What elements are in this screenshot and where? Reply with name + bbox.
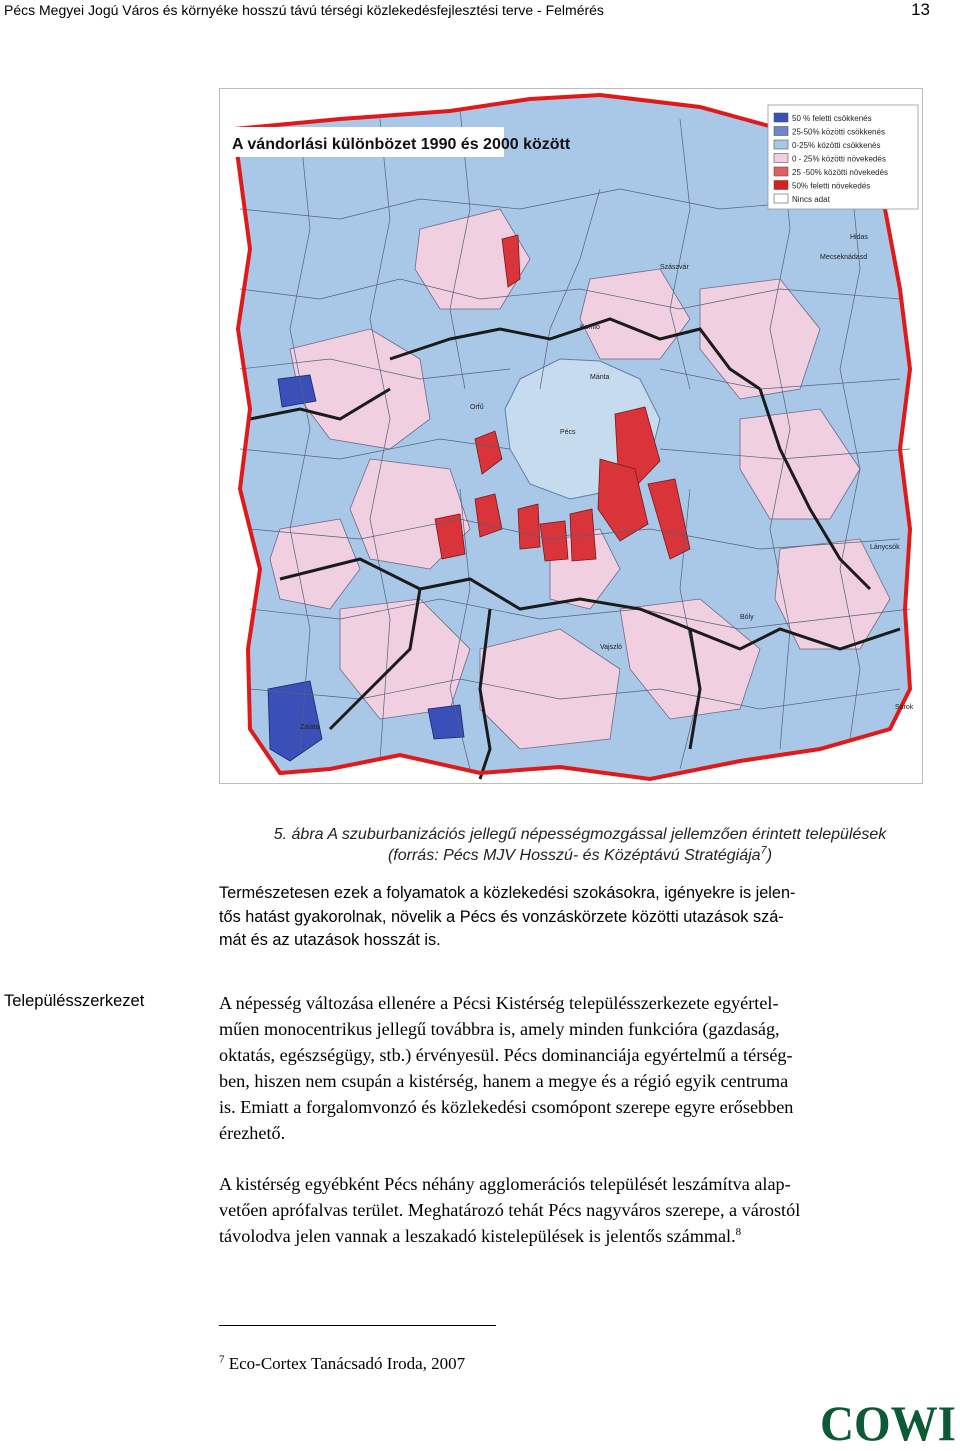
paragraph-3 — [219, 1171, 922, 1249]
paragraph-line: tős hatást gyakorolnak, növelik a Pécs és vonzáskörzete közötti utazások szá- — [219, 907, 784, 926]
legend-swatch — [774, 127, 788, 136]
paragraph-line: is. Emiatt a forgalomvonzó és közlekedési csomópont szerepe egyre erősebben — [219, 1097, 794, 1117]
paragraph-line: műen monocentrikus jellegű továbbra is, amely minden funkcióra (gazdaság, — [219, 1019, 780, 1039]
place-label: Sárok — [895, 704, 914, 711]
page-header — [0, 0, 960, 26]
migration-map — [220, 89, 922, 783]
place-label: Mecseknádasd — [820, 254, 868, 261]
legend-label: 0 - 25% közötti növekedés — [792, 154, 886, 164]
place-label: Bóly — [740, 614, 754, 621]
caption-line-1: 5. ábra A szuburbanizációs jellegű népességmozgással jellemzően érintett települések — [273, 826, 887, 843]
place-label: Orfű — [470, 404, 484, 411]
paragraph-line: oktatás, egészségügy, stb.) érvényesül. Pécs dominanciája egyértelmű a térség- — [219, 1045, 793, 1065]
red-region — [540, 521, 568, 561]
paragraph-line: A kistérség egyébként Pécs néhány agglomerációs települését leszámítva alap- — [219, 1174, 791, 1194]
blue-region — [278, 375, 316, 407]
map-title: A vándorlási különbözet 1990 és 2000 között — [232, 136, 571, 153]
place-label: Zaláta — [300, 724, 320, 731]
paragraph-line: távolodva jelen vannak a leszakadó kistelepülések is jelentős számmal.$^8$ — [219, 1225, 742, 1246]
legend-label: 25 -50% közötti növekedés — [792, 168, 889, 177]
paragraph-line: ben, hiszen nem csupán a kistérség, hanem a megye és a régió egyik centruma — [219, 1071, 789, 1091]
page-number: 13 — [911, 0, 930, 19]
paragraph-line: Természetesen ezek a folyamatok a közlekedési szokásokra, igényekre is jelen- — [219, 884, 796, 902]
legend-swatch — [774, 140, 788, 149]
side-heading: Településszerkezet — [4, 992, 145, 1010]
caption-line-2: (forrás: Pécs MJV Hosszú- és Középtávú Stratégiája$^7$) — [387, 844, 773, 864]
red-region — [518, 504, 540, 549]
document-title: Pécs Megyei Jogú Város és környéke hosszú távú térségi közlekedésfejlesztési terve - Felmérés — [4, 2, 604, 18]
legend-label: 50% feletti növekedés — [792, 181, 871, 191]
migration-map-figure — [219, 88, 923, 784]
footnote-number: 7 — [219, 1353, 225, 1366]
figure-caption — [220, 824, 940, 866]
cowi-logo — [818, 1396, 958, 1446]
legend-swatch — [774, 113, 788, 122]
legend-label: 50 % feletti csökkenés — [792, 114, 872, 123]
legend-label: 25-50% közötti csökkenés — [792, 127, 885, 137]
place-label: Hidas — [850, 234, 868, 241]
paragraph-2 — [219, 990, 922, 1146]
legend-swatch — [774, 181, 788, 190]
place-label: Vajszló — [600, 644, 623, 651]
place-label: Lánycsók — [870, 544, 900, 551]
paragraph-1 — [219, 882, 922, 953]
legend-swatch — [774, 194, 788, 203]
legend-label: Nincs adat — [792, 195, 830, 204]
footnote-separator — [219, 1325, 496, 1326]
footnote-ref: 8 — [735, 1225, 742, 1238]
legend-swatch — [774, 167, 788, 176]
place-label: Mánta — [590, 374, 610, 381]
place-label: Szászvár — [660, 264, 689, 271]
place-label: Komló — [580, 324, 600, 331]
footnote — [219, 1354, 465, 1374]
paragraph-line: vetően aprófalvas terület. Meghatározó tehát Pécs nagyváros szerepe, a várostól — [219, 1200, 801, 1220]
paragraph-line: A népesség változása ellenére a Pécsi Kistérség településszerkezete egyértel- — [219, 993, 779, 1013]
footnote-text: Eco-Cortex Tanácsadó Iroda, 2007 — [228, 1354, 466, 1373]
place-label: Pécs — [560, 429, 576, 436]
legend-swatch — [774, 154, 788, 163]
paragraph-line: érezhető. — [219, 1123, 286, 1143]
svg-text:COWI: COWI — [820, 1396, 956, 1446]
cowi-logo-graphic — [818, 1396, 958, 1446]
legend-label: 0-25% közötti csökkenés — [792, 141, 881, 150]
map-legend — [768, 105, 918, 209]
paragraph-line: mát és az utazások hosszát is. — [219, 931, 441, 949]
